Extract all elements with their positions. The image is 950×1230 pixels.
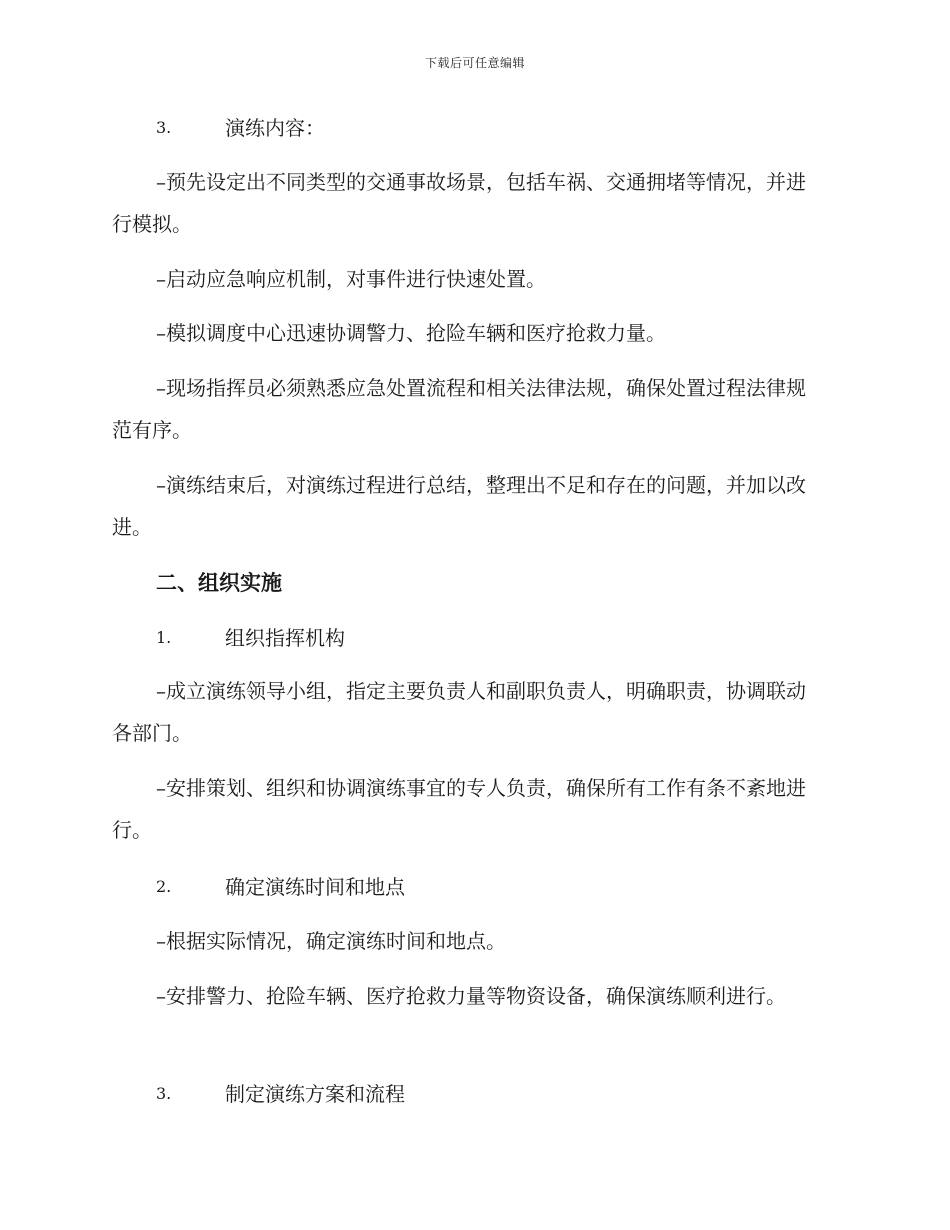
list-item-text: 演练内容： — [225, 116, 325, 140]
paragraph: –成立演练领导小组，指定主要负责人和副职负责人，明确职责，协调联动各部门。 — [112, 679, 806, 745]
paragraph: –演练结束后，对演练过程进行总结，整理出不足和存在的问题，并加以改进。 — [112, 473, 806, 539]
list-item-number: 3. — [156, 118, 172, 137]
page-header: 下载后可任意编辑 — [424, 56, 525, 70]
list-item-number: 1. — [156, 628, 172, 647]
paragraph: –根据实际情况，确定演练时间和地点。 — [156, 929, 506, 953]
list-item-text: 制定演练方案和流程 — [225, 1082, 405, 1106]
paragraph: –安排策划、组织和协调演练事宜的专人负责，确保所有工作有条不紊地进行。 — [112, 776, 806, 842]
paragraph: –预先设定出不同类型的交通事故场景，包括车祸、交通拥堵等情况，并进行模拟。 — [112, 170, 806, 236]
list-item-number: 2. — [156, 877, 172, 896]
list-item-text: 确定演练时间和地点 — [225, 875, 405, 899]
list-item-text: 组织指挥机构 — [225, 626, 345, 650]
paragraph: –启动应急响应机制，对事件进行快速处置。 — [156, 267, 546, 291]
paragraph: –现场指挥员必须熟悉应急处置流程和相关法律法规，确保处置过程法律规范有序。 — [112, 376, 806, 442]
paragraph: –安排警力、抢险车辆、医疗抢救力量等物资设备，确保演练顺利进行。 — [156, 984, 786, 1008]
section-title: 二、组织实施 — [156, 571, 282, 595]
paragraph: –模拟调度中心迅速协调警力、抢险车辆和医疗抢救力量。 — [156, 321, 666, 345]
list-item-number: 3. — [156, 1084, 172, 1103]
